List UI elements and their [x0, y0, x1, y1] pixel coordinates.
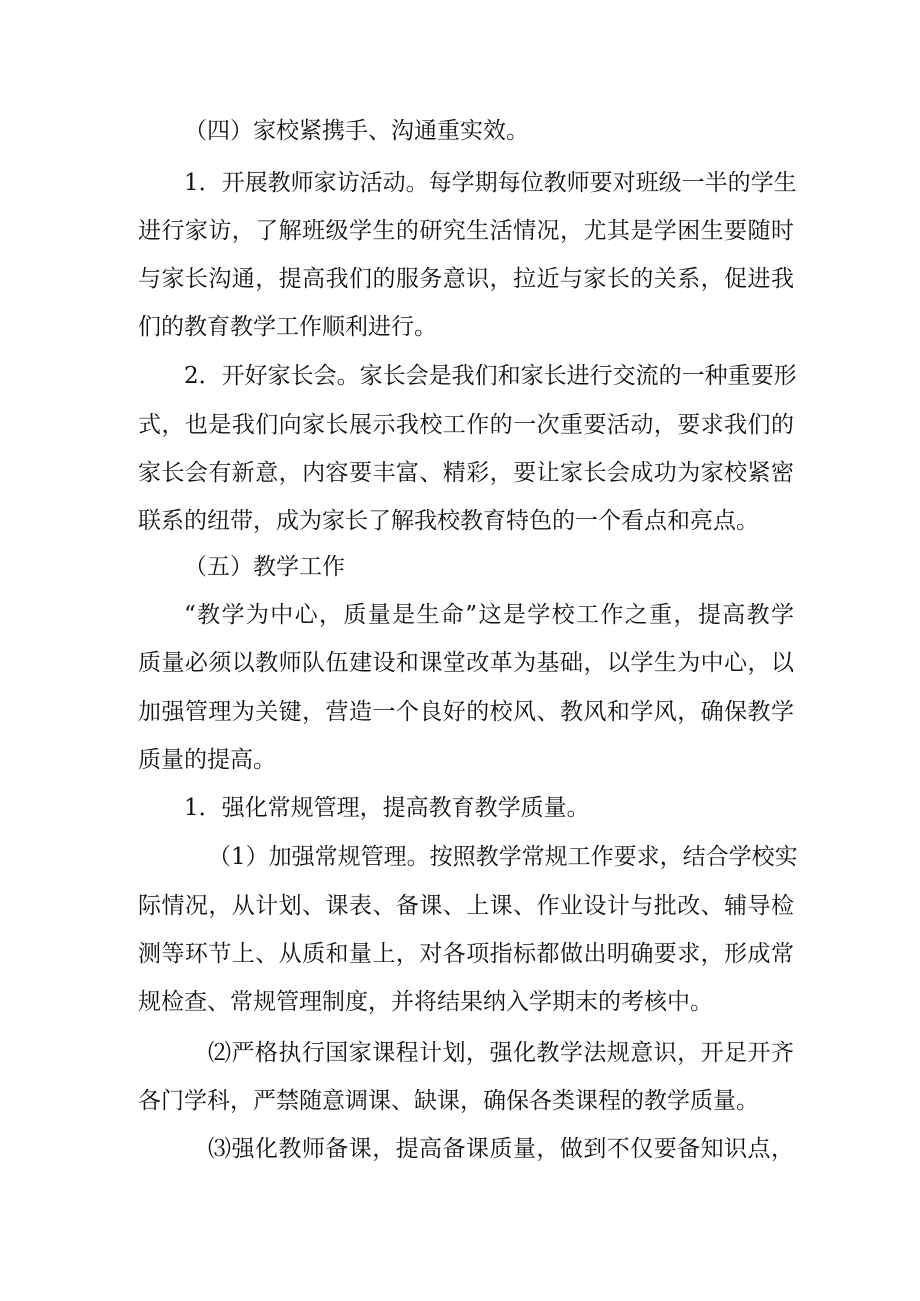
paragraph-line: 们的教育教学工作顺利进行。 — [138, 314, 437, 340]
paragraph-line: 式，也是我们向家长展示我校工作的一次重要活动，要求我们的 — [138, 412, 794, 438]
paragraph-line: 1．开展教师家访活动。每学期每位教师要对班级一半的学生 — [184, 170, 797, 196]
paragraph-line: 各门学科，严禁随意调课、缺课，确保各类课程的教学质量。 — [138, 1088, 759, 1114]
paragraph-line: 规检查、常规管理制度，并将结果纳入学期末的考核中。 — [138, 989, 713, 1015]
paragraph-line: ⑵严格执行国家课程计划，强化教学法规意识，开足开齐 — [208, 1040, 794, 1066]
paragraph-line: “教学为中心，质量是生命”这是学校工作之重，提高教学 — [184, 602, 794, 628]
paragraph-line: ⑶强化教师备课，提高备课质量，做到不仅要备知识点， — [208, 1136, 794, 1162]
paragraph-line: （1）加强常规管理。按照教学常规工作要求，结合学校实 — [208, 844, 798, 870]
paragraph-line: 质量必须以教师队伍建设和课堂改革为基础，以学生为中心，以 — [138, 650, 794, 676]
paragraph-line: 联系的纽带，成为家长了解我校教育特色的一个看点和亮点。 — [138, 508, 759, 534]
section-heading-5: （五）教学工作 — [184, 554, 345, 580]
paragraph-line: 家长会有新意，内容要丰富、精彩，要让家长会成功为家校紧密 — [138, 460, 794, 486]
paragraph-line: 加强管理为关键，营造一个良好的校风、教风和学风，确保教学 — [138, 699, 794, 725]
subsection-heading: 1．强化常规管理，提高教育教学质量。 — [184, 795, 590, 821]
paragraph-line: 测等环节上、从质和量上，对各项指标都做出明确要求，形成常 — [138, 941, 794, 967]
section-heading-4: （四）家校紧携手、沟通重实效。 — [184, 118, 529, 144]
paragraph-line: 与家长沟通，提高我们的服务意识，拉近与家长的关系，促进我 — [138, 266, 794, 292]
paragraph-line: 质量的提高。 — [138, 747, 276, 773]
paragraph-line: 2．开好家长会。家长会是我们和家长进行交流的一种重要形 — [184, 363, 797, 389]
paragraph-line: 际情况，从计划、课表、备课、上课、作业设计与批改、辅导检 — [138, 893, 794, 919]
paragraph-line: 进行家访，了解班级学生的研究生活情况，尤其是学困生要随时 — [138, 218, 794, 244]
